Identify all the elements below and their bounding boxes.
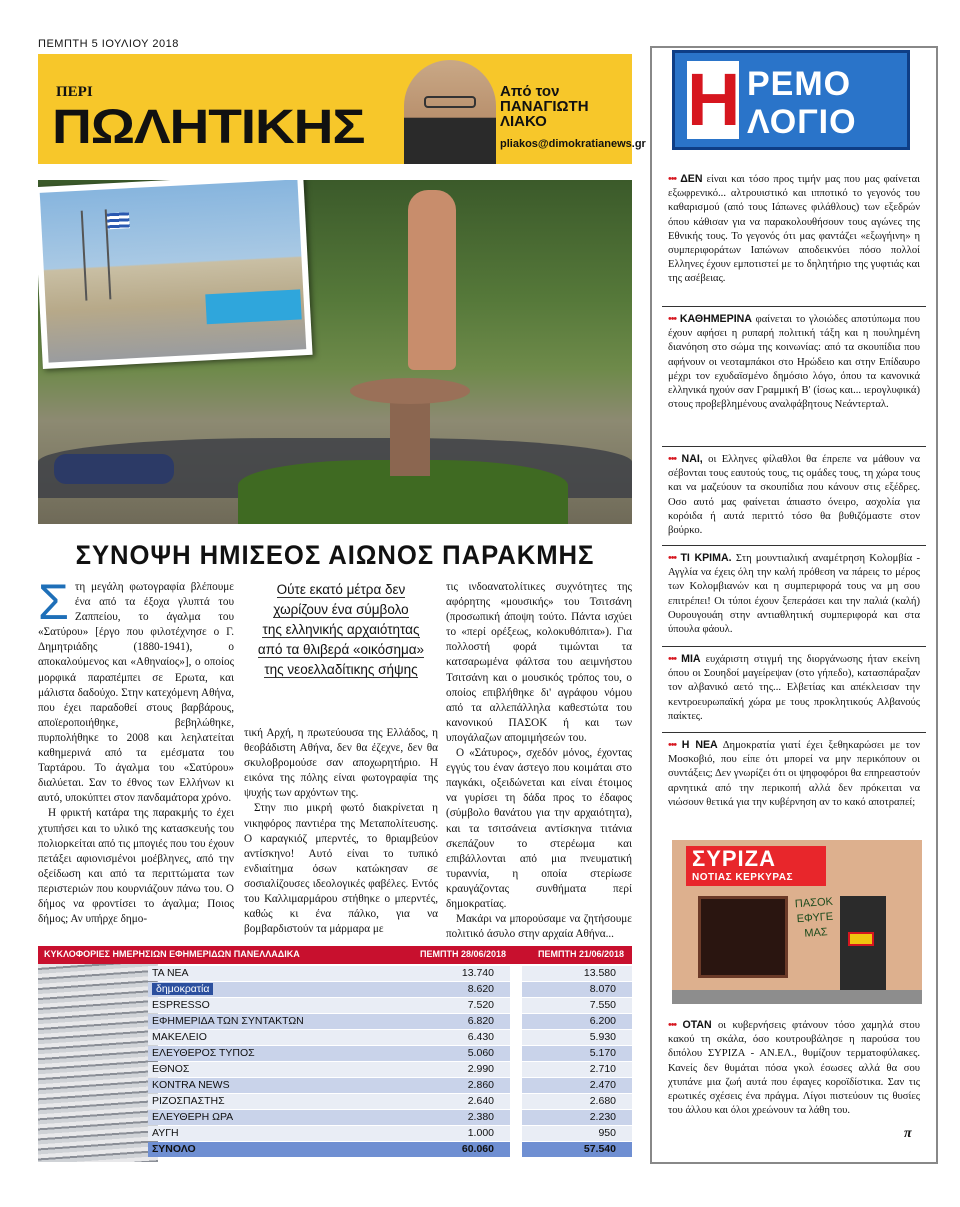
pullquote-line: της νεοελλαδίτικης σήψης: [264, 662, 418, 677]
pullquote-line: της ελληνικής αρχαιότητας: [262, 622, 420, 637]
logo-line: ΡΕΜΟ: [747, 65, 852, 103]
circulation-value: 5.170: [522, 1046, 632, 1061]
dropcap: Σ: [38, 574, 69, 630]
sign-text: ΣΥΡΙΖΑ: [692, 846, 776, 871]
author-portrait: [404, 60, 496, 164]
item-lead: ΔΕΝ: [680, 173, 703, 185]
divider: [662, 545, 926, 546]
byline-line: ΛΙΑΚΟ: [500, 113, 547, 130]
newspaper-name: [148, 966, 400, 981]
fountain-basin: [350, 378, 470, 404]
column-kicker: ΠΕΡΙ: [56, 84, 93, 100]
divider: [662, 732, 926, 733]
item-lead: ΚΑΘΗΜΕΡΙΝΑ: [679, 313, 752, 325]
glasses-icon: [424, 96, 476, 108]
pullquote: [244, 580, 438, 680]
newspaper-name: [148, 982, 400, 997]
newspaper-name-text: ΜΑΚΕΛΕΙΟ: [152, 1031, 207, 1043]
circulation-value: 2.640: [400, 1094, 510, 1109]
circulation-value: 6.820: [400, 1014, 510, 1029]
logo-letter: Η: [687, 58, 741, 141]
divider: [662, 306, 926, 307]
newspaper-name: [148, 1142, 400, 1157]
table-row: [148, 1142, 632, 1158]
circulation-value: 2.470: [522, 1078, 632, 1093]
circulation-value: 60.060: [400, 1142, 510, 1157]
party-sign: [686, 846, 826, 886]
inset-photo-stadium: [38, 180, 313, 369]
paragraph: τική Αρχή, η πρωτεύουσα της Ελλάδος, η θεοβάδιστη Αθήνα, δεν θα έζεχνε, δεν θα σκυλοβρομούσε σαν αποχωρητήριο. Η εικόνα της πόλης είναι φωτογραφία της ψυχής των αρχόντων της.: [244, 727, 438, 800]
circulation-value: 2.990: [400, 1062, 510, 1077]
sleeping-person: [54, 454, 174, 484]
newspaper-name-text: KONTRA NEWS: [152, 1079, 230, 1091]
circulation-value: 8.070: [522, 982, 632, 997]
pullquote-line: χωρίζουν ένα σύμβολο: [273, 602, 409, 617]
paragraph: Η φρικτή κατάρα της παρακμής το έχει χτυπήσει και το υλικό της κατασκευής του πολιορκείται από τις μπογιές που του έχουν πετάξει αφιονισμένοι μοέβληνες, από την οξείδωση και από τα περιττώματα των περιστεριών που κουρνιάζουν πάνω του. Ο δήμος να φροντίσει το άγαλμα; Ποιος δήμος; Αν υπήρχε δημο-: [38, 807, 234, 926]
sidebar-item: [668, 312, 920, 412]
circulation-value: 2.230: [522, 1110, 632, 1125]
graffiti: [790, 894, 839, 942]
issue-date: ΠΕΜΠΤΗ 5 ΙΟΥΛΙΟΥ 2018: [38, 38, 179, 50]
newspaper-name-text: ΑΥΓΗ: [152, 1127, 179, 1139]
satyr-statue: [408, 190, 456, 370]
flagpole: [81, 211, 88, 301]
item-lead: ΤΙ ΚΡΙΜΑ.: [680, 552, 732, 564]
fountain-pedestal: [390, 396, 430, 476]
newspaper-name-text: ΡΙΖΟΣΠΑΣΤΗΣ: [152, 1095, 225, 1107]
item-text: είναι και τόσο προς τιμήν μας που μας φαίνεται εξωφρενικό... αλτρουιστικό και ιπποτικό το γεγονός του καθαρισμού (από τους Ιάπωνες φιλάθλους) των εξεδρών όπου κάθισαν για να παρακολουθήσουν τους αγώνες της Εθνικής τους. Το γεγονός ότι μας φαντάζει «εξωγήινη» η συμπεριφοράτων Ιαπώνων αποδεικνύει πόσο πολλοί Ελληνες έχουν εμποτιστεί με το δηλητήριο της γυφτιάς και της ασέβειας.: [668, 174, 920, 285]
syriza-office-photo: [672, 840, 922, 1004]
paragraph: τη μεγάλη φωτογραφία βλέπουμε ένα από τα έξοχα γλυπτά του Ζαππείου, το άγαλμα του «Σατύρου» [έργο που φιλοτέχνησε ο Γ. Δημητριάδης (1880-1941), ο αποκαλούμενος και «Αθηναίος»], ο οποίος μορφικά παραπέμπει σε Ερωτα, και μάλιστα δαδούχο. Στην κατεχόμενη Αθήνα, που έχει παραδοθεί στους βαρβάρους, αποϊεροποιήθηκε, βεβηλώθηκε, πυρπολήθηκε το 2008 και λεηλατείται καθημερινά από τα εμέσματα του Ταρτάρου. Το άγαλμα του «Σατύρου» διαλύεται. Σαν το έθνος των Ελλήνων κι αυτό, υποκύπτει στον πανδαμάτορα χρόνο.: [38, 581, 234, 805]
table-row: [148, 1126, 632, 1142]
newspaper-name: [148, 1110, 400, 1125]
pullquote-line: από τα θλιβερά «οικόσημα»: [257, 642, 425, 657]
newspaper-name: [148, 1094, 400, 1109]
graffiti-line: ΜΑΣ: [803, 926, 829, 940]
table-row: [148, 1078, 632, 1094]
sidebar-item: [668, 738, 920, 810]
circulation-value: 2.860: [400, 1078, 510, 1093]
paragraph: τις ινδοανατολίτικες συχνότητες της αφόρητης «μουσικής» του Τσιτσάνη (προσωπική άποψη τούτο. Πάντα ισχύει το «περί ορέξεως, κολοκυθόπιτα»). Για πολλοστή φορά τιμώνται τα κατσαρωμένα φάλτσα του αειμνήστου Τσιτσάνη και ο μουσικός τρόπος του, ο οποίος επιβλήθηκε δι' αγράφου νόμου από τα αλλεπάλληλα καθεστώτα του κανονικού ΠΑΣΟΚ ή και των υπογάλαζων απομιμήσεών του.: [446, 581, 632, 744]
circulation-value: 13.580: [522, 966, 632, 981]
pullquote-line: Ούτε εκατό μέτρα δεν: [276, 582, 406, 597]
item-text: οι Ελληνες φίλαθλοι θα έπρεπε να μάθουν να σέβονται τους εαυτούς τους, τις ομάδες τους, τη χώρα τους και να μαζεύουν τα σκουπίδια που κάνουν στις εξέδρες. Οσο αυτό μας φαίνεται άπιαστο όνειρο, ασχολία για κορόιδα ή αυτά περιττό τόσο θα βυθιζόμαστε στον βούρκο.: [668, 454, 920, 537]
newspaper-name-text: ΕΛΕΥΘΕΡΟΣ ΤΥΠΟΣ: [152, 1047, 255, 1059]
newspaper-name: [148, 1014, 400, 1029]
paragraph: Στην πιο μικρή φωτό διακρίνεται η νικηφόρος παντιέρα της Μεταπολίτευσης. Ο καραγκιόζ μπερντές, το θριαμβεύον αντίσκηνο! Αυτό είναι το τυπικό ενδιαίτημα όσων κατώκησαν σε σοσιαλίζουσες ιδεολογικές φαβέλες. Εντός του Καλλιμαρμάρου στήθηκε ο μπερντές, καθώς κι ένα πάλκο, για να βομβαρδιστούν τα μάρμαρα με: [244, 802, 438, 936]
table-header: [38, 946, 632, 964]
newspaper-stack-image: [38, 964, 158, 1162]
bullet-dots-icon: •••: [668, 1020, 677, 1031]
circulation-value: 7.550: [522, 998, 632, 1013]
circulation-value: 5.060: [400, 1046, 510, 1061]
table-row: [148, 982, 632, 998]
table-row: [148, 1110, 632, 1126]
item-text: φαίνεται το γλοιώδες αποτύπωμα που έχουν αφήσει η ρυπαρή πολιτική τάξη και η πουλημένη διανόηση στο σώμα της κοινωνίας: από τα σκουπίδια που αφήνουν οι νεοταμπάκοι στο Ηρώδειο και στην Επίδαυρο μέχρι τον εχυδαϊσμένο δημόσιο λόγο, όπου τα κανονικά ελληνικά ηχούν σαν Γραμμική Β' (ίσως και... ιερογλυφικά) στους προβεβλημένους αναλφάβητους Νεάντερταλ.: [668, 314, 921, 411]
bullet-dots-icon: •••: [668, 740, 677, 751]
article-column-1: [38, 574, 234, 927]
circulation-value: 950: [522, 1126, 632, 1141]
table-row: [148, 998, 632, 1014]
column-header: ΠΕΜΠΤΗ 21/06/2018: [538, 949, 625, 959]
circulation-value: 6.430: [400, 1030, 510, 1045]
circulation-value: 13.740: [400, 966, 510, 981]
newspaper-name-text: ΣΥΝΟΛΟ: [152, 1143, 196, 1155]
bullet-dots-icon: •••: [668, 174, 677, 185]
article-column-2: [244, 726, 438, 937]
logo-line: ΛΟΓΙΟ: [747, 103, 857, 141]
circulation-value: 1.000: [400, 1126, 510, 1141]
table-body: [148, 966, 632, 1158]
sidebar-item: [668, 452, 920, 538]
door: [840, 896, 886, 1000]
item-text: οι κυβερνήσεις φτάνουν τόσο χαμηλά στου κακού τη σκάλα, όσο κουτρουβάλησε η παρούσα του διπόλου ΣΥΡΙΖΑ - ΑΝ.ΕΛ., θυμίζουν τερματοφύλακες. Κανείς δεν θυμάται πόσα γκολ έσωσες αλλά θα σου χτυπάνε μια ζωή αυτά που έφαγες κοροϊδίστικα. Σαν τις ερωτικές σχέσεις ένα πράγμα. Λίγοι πιστεύουν τις θυσίες του άλλου και όλοι χρεώνουν τα λάθη του.: [668, 1020, 920, 1117]
column-title: ΠΩΛΗΤΙΚΗΣ: [52, 101, 365, 154]
item-lead: ΟΤΑΝ: [682, 1019, 712, 1031]
divider: [662, 446, 926, 447]
circulation-value: 2.710: [522, 1062, 632, 1077]
newspaper-name: [148, 1062, 400, 1077]
column-header: ΠΕΜΠΤΗ 28/06/2018: [420, 949, 507, 959]
circulation-table: [38, 946, 632, 1162]
newspaper-name-text: ΕΘΝΟΣ: [152, 1063, 190, 1075]
item-lead: Η ΝΕΑ: [681, 739, 718, 751]
graffiti-line: ΕΦΥΓΕ: [796, 910, 834, 926]
window: [698, 896, 788, 978]
newspaper-name: [148, 998, 400, 1013]
stage-tent: [205, 289, 301, 324]
table-row: [148, 966, 632, 982]
newspaper-name: [148, 1046, 400, 1061]
table-row: [148, 1014, 632, 1030]
newspaper-name-text: ΕΛΕΥΘΕΡΗ ΩΡΑ: [152, 1111, 234, 1123]
table-row: [148, 1062, 632, 1078]
newspaper-name-text: ΕΦΗΜΕΡΙΔΑ ΤΩΝ ΣΥΝΤΑΚΤΩΝ: [152, 1015, 304, 1027]
bullet-dots-icon: •••: [668, 454, 677, 465]
newspaper-name: [148, 1030, 400, 1045]
circulation-value: 57.540: [522, 1142, 632, 1157]
item-lead: ΝΑΙ,: [681, 453, 703, 465]
paragraph: Μακάρι να μπορούσαμε να ζητήσουμε πολιτικό άσυλο στην αρχαία Αθήνα...: [446, 913, 632, 941]
table-row: [148, 1046, 632, 1062]
bullet-dots-icon: •••: [668, 654, 677, 665]
table-row: [148, 1094, 632, 1110]
newspaper-name-text: δημοκρατία: [152, 983, 213, 995]
item-lead: ΜΙΑ: [681, 653, 701, 665]
article-column-3: [446, 580, 632, 942]
circulation-value: 5.930: [522, 1030, 632, 1045]
item-text: ευχάριστη στιγμή της διοργάνωσης ήταν εκείνη όπου οι Σουηδοί μαγείρεψαν (στο γήπεδο), κατασπάραξαν τον αλβανικό αετό της... Ελβετίας και απέκλεισαν την κεντροευρωπαϊκή χώρα με τους προκλητικούς Αλβανούς παίκτες.: [668, 654, 920, 722]
sidebar-item: [668, 172, 920, 287]
newspaper-name-text: ΤΑ ΝΕΑ: [152, 967, 189, 979]
author-signature: π: [904, 1126, 912, 1141]
item-text: Δημοκρατία γιατί έχει ξεθηκαρώσει με τον Μοσκοβιό, που είπε ότι μπορεί να μην περικόπουν οι συντάξεις; Δεν γνωρίζει ότι οι ψηφοφόροι θα επηρεαστούν αρνητικά από την περικοπή αλλά δεν πρόκειται να νιώσουν θετικά για την κυβέρνηση αν το κακό αποτραπεί;: [668, 740, 920, 808]
sidebar-logo: [672, 50, 910, 150]
byline-line: ΠΑΝΑΓΙΩΤΗ: [500, 98, 589, 115]
circulation-value: 2.680: [522, 1094, 632, 1109]
newspaper-name-text: ESPRESSO: [152, 999, 210, 1011]
circulation-value: 6.200: [522, 1014, 632, 1029]
paragraph: Ο «Σάτυρος», σχεδόν μόνος, έχοντας εγγύς του έναν άστεγο που κοιμάται στο παγκάκι, οξειδώνεται και είναι έτοιμος να γυρίσει τη δάδα προς το έδαφος (σύμβολο θανάτου για την αρχαιότητα), και τα τσιτσάνεια αντίσκηνα τιτάνια σκεπάζουν το στερέωμα και επιβάλλονται από μια πνευματική τυραννία, η οποία στερίωσε κραυγάζοντας συνθήματα περί δημοκρατίας.: [446, 747, 632, 910]
sign-subtext: ΝΟΤΙΑΣ ΚΕΡΚΥΡΑΣ: [692, 872, 793, 883]
graffiti-line: ΠΑΣΟΚ: [794, 895, 834, 911]
byline-line: Από τον: [500, 83, 560, 100]
byline: [500, 84, 589, 129]
table-title: ΚΥΚΛΟΦΟΡΙΕΣ ΗΜΕΡΗΣΙΩΝ ΕΦΗΜΕΡΙΔΩΝ ΠΑΝΕΛΛΑΔΙΚΑ: [44, 949, 300, 959]
divider: [662, 646, 926, 647]
author-email[interactable]: pliakos@dimokratianews.gr: [500, 138, 646, 150]
poster: [848, 932, 874, 946]
sidebar-item: [668, 551, 920, 637]
bullet-dots-icon: •••: [668, 314, 677, 325]
table-row: [148, 1030, 632, 1046]
circulation-value: 2.380: [400, 1110, 510, 1125]
article-headline: ΣΥΝΟΨΗ ΗΜΙΣΕΟΣ ΑΙΩΝΟΣ ΠΑΡΑΚΜΗΣ: [75, 540, 595, 570]
sidebar-item: [668, 1018, 920, 1118]
newspaper-name: [148, 1078, 400, 1093]
column-banner: [38, 54, 646, 164]
circulation-value: 7.520: [400, 998, 510, 1013]
pavement: [672, 990, 922, 1004]
sidebar-item: [668, 652, 920, 724]
circulation-value: 8.620: [400, 982, 510, 997]
greek-flag-icon: [107, 212, 130, 229]
newspaper-name: [148, 1126, 400, 1141]
item-text: Στη μουντιαλική αναμέτρηση Κολομβία - Αγγλία να έχεις όλη την καλή πρόθεση να πάρεις το μέρος των Κολομβιανών και η συμπεριφορά τους να μη σου επιτρέπει! Οι τύποι έχουν ξεπεράσει και την παλιά (καλή) Ουρουγουάη στην αντιαθλητική συμπεριφορά και στα ύπουλα φάουλ.: [668, 553, 920, 636]
bullet-dots-icon: •••: [668, 553, 677, 564]
main-photo-satyr-statue: [38, 180, 632, 524]
